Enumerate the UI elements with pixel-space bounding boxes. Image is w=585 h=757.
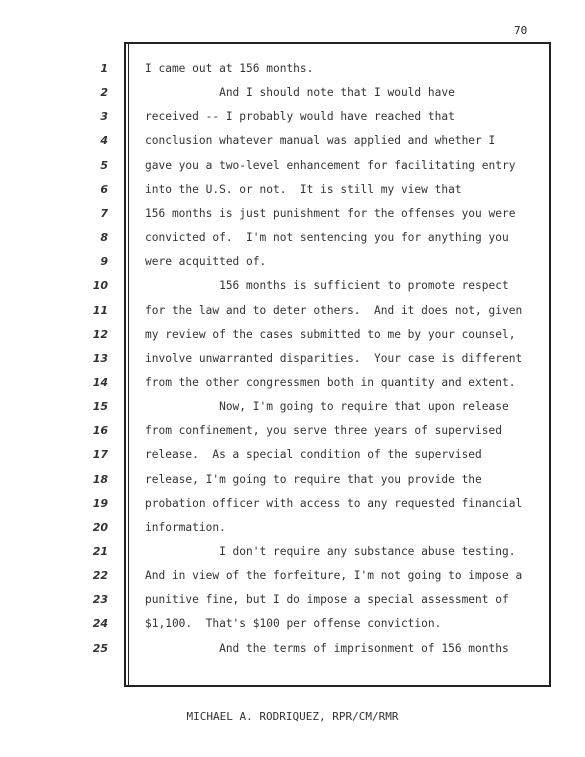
line-text: 156 months is sufficient to promote respect bbox=[145, 279, 509, 293]
line-number: 17 bbox=[92, 448, 108, 462]
line-number: 14 bbox=[92, 375, 108, 389]
line-number: 13 bbox=[92, 351, 108, 365]
line-number: 5 bbox=[100, 158, 108, 172]
line-text: Now, I'm going to require that upon release bbox=[145, 400, 509, 414]
line-number: 11 bbox=[92, 303, 108, 317]
line-text: And in view of the forfeiture, I'm not going to impose a bbox=[145, 569, 523, 583]
line-number: 21 bbox=[92, 545, 108, 558]
line-number: 19 bbox=[92, 496, 108, 510]
line-text: punitive fine, but I do impose a special assessment of bbox=[145, 593, 509, 607]
line-text: into the U.S. or not. It is still my view that bbox=[145, 182, 462, 196]
line-number: 15 bbox=[92, 400, 108, 414]
line-number: 4 bbox=[100, 134, 108, 148]
line-number: 6 bbox=[100, 182, 108, 196]
line-text: $1,100. That's $100 per offense conviction. bbox=[145, 617, 442, 631]
line-text: involve unwarranted disparities. Your case is different bbox=[145, 351, 523, 365]
line-number: 1 bbox=[100, 62, 108, 75]
line-text: And I should note that I would have bbox=[145, 86, 455, 100]
line-text: from the other congressmen both in quantity and extent. bbox=[145, 375, 516, 389]
line-number: 7 bbox=[100, 206, 108, 220]
line-text: were acquitted of. bbox=[145, 255, 267, 269]
line-number: 9 bbox=[100, 255, 108, 269]
line-text: received -- I probably would have reached that bbox=[145, 110, 455, 124]
line-text: probation officer with access to any requested financial bbox=[145, 496, 523, 510]
transcript-margin-line bbox=[128, 42, 129, 687]
line-number: 12 bbox=[92, 327, 108, 341]
line-text: convicted of. I'm not sentencing you for anything you bbox=[145, 231, 509, 245]
line-text: And the terms of imprisonment of 156 months bbox=[145, 641, 509, 655]
line-text: my review of the cases submitted to me by your counsel, bbox=[145, 327, 516, 341]
line-number: 8 bbox=[100, 231, 108, 245]
line-text: conclusion whatever manual was applied and whether I bbox=[145, 134, 496, 148]
line-text: I don't require any substance abuse testing. bbox=[145, 545, 516, 558]
line-text: from confinement, you serve three years of supervised bbox=[145, 424, 502, 438]
line-text: gave you a two-level enhancement for facilitating entry bbox=[145, 158, 516, 172]
line-number: 3 bbox=[100, 110, 108, 124]
line-text: release, I'm going to require that you provide the bbox=[145, 472, 482, 486]
line-number: 24 bbox=[92, 617, 108, 631]
line-text: 156 months is just punishment for the offenses you were bbox=[145, 206, 516, 220]
line-number: 25 bbox=[92, 641, 108, 655]
line-number: 18 bbox=[92, 472, 108, 486]
page-number: 70 bbox=[514, 24, 528, 37]
line-number: 22 bbox=[92, 569, 108, 583]
line-text: information. bbox=[145, 520, 226, 534]
line-number: 16 bbox=[92, 424, 108, 438]
line-text: for the law and to deter others. And it does not, given bbox=[145, 303, 523, 317]
line-text: release. As a special condition of the supervised bbox=[145, 448, 482, 462]
reporter-footer: MICHAEL A. RODRIQUEZ, RPR/CM/RMR bbox=[186, 710, 399, 723]
line-text: I came out at 156 months. bbox=[145, 62, 314, 75]
line-number: 20 bbox=[92, 520, 108, 534]
line-number: 10 bbox=[92, 279, 108, 293]
line-number: 23 bbox=[92, 593, 108, 607]
line-number: 2 bbox=[100, 86, 108, 100]
